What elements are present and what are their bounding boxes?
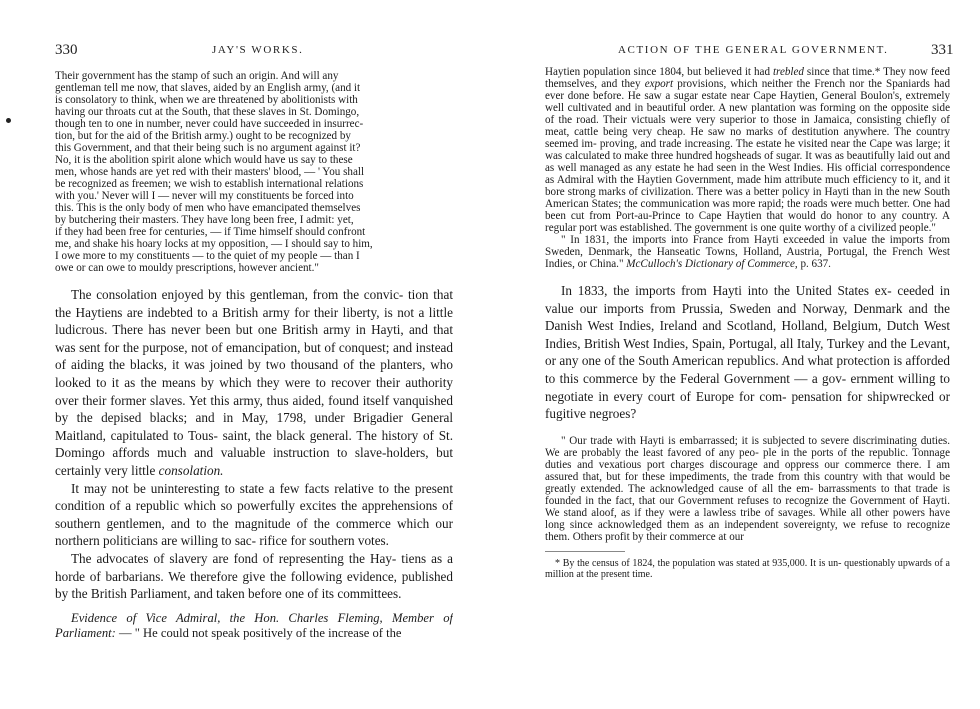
footnote-rule: [545, 551, 625, 552]
quote-line: be recognized as freemen; we wish to establish international relations: [55, 178, 364, 190]
spacer: [55, 603, 453, 611]
italic-word: export: [644, 78, 674, 90]
spacer: [55, 274, 453, 286]
evidence-quote: [545, 66, 950, 234]
body-paragraph: [55, 286, 453, 480]
right-page-number: 331: [931, 42, 954, 58]
right-page-text: [545, 66, 950, 668]
quote-text: p. 637.: [797, 258, 831, 270]
quote-line: having our throats cut at the South, that these slaves in St. Domingo,: [55, 106, 360, 118]
citation: McCulloch's Dictionary of Commerce,: [626, 258, 798, 270]
spacer: [545, 543, 950, 551]
spacer: [545, 270, 950, 282]
quote-line: this Government, and that their being such is no argument against it?: [55, 142, 361, 154]
right-page: [490, 0, 980, 709]
quote-text: " In 1831, the imports into France from Hayti exceeded in value the imports from Sweden, Denmark, the Hanseatic Towns, Holland, Austria, Portugal, the French West Indies, or China.": [545, 234, 950, 270]
quote-line: with you.' Never will I — never will my constituents be forced into: [55, 190, 354, 202]
italic-word: trebled: [772, 66, 804, 78]
left-page-number: 330: [55, 42, 78, 58]
quote-line: by butchering their masters. They have long been free, I admit: yet,: [55, 214, 354, 226]
quote-line: tion, but for the aid of the British army.) ought to be recognized by: [55, 130, 351, 142]
quote-line: me, and shake his hoary locks at my opposition, — I should say to him,: [55, 238, 373, 250]
quote-text: provisions, which neither the French nor the Spaniards had ever done before. He saw a sugar estate near Cape Haytien, General Boulon's, extremely well cultivated and in beautiful order. A new plantation was forming on the opposite side of the road. Their victuals were very superior to those in Jamaica, consisting chiefly of meat, cattle being very cheap. He saw no marks of destitution anywhere. The country seemed im- proving, and trade increasing. The estate he visited near the Cape was large; it was calculated to make three hundred hogsheads of sugar. It was as beautifully laid out and as well managed as any estate he had seen in the West Indies. His official correspondence as Admiral with the Haytien Government, made him attribute much efficiency to it, and it bore strong marks of civilization. There was a better policy in Hayti than in the new South American States; the communication was more rapid; the roads were much better. One had been cut from Port-au-Prince to Cape Haytien that would do honor to any country. A regular port was established. The government is one quite worthy of a civilized people.": [545, 78, 950, 234]
body-paragraph: In 1833, the imports from Hayti into the United States ex- ceeded in value our imports from Prussia, Sweden and Norway, Denmark and the Danish West Indies, Ireland and Scotland, Holland, Belgium, Dutch West Indies, British West Indies, Spain, Portugal, all Italy, Turkey and the Levant, or any one of the South American republics. And what protection is afforded to this commerce by the Federal Government — a gov- ernment willing to negotiate in every court of Europe for com- pensation for shipwrecked or fugitive negroes?: [545, 283, 950, 422]
quote-line: Their government has the stamp of such an origin. And will any: [55, 70, 339, 82]
footnote: * By the census of 1824, the population was stated at 935,000. It is un- questionably upwards of a million at the present time.: [545, 557, 950, 581]
spacer: [545, 423, 950, 435]
quote-line: gentleman tell me now, that slaves, aided by an English army, (and it: [55, 82, 361, 94]
quote-line: is consolatory to think, when we are threatened by abolitionists with: [55, 94, 358, 106]
quote-line: owe or can owe to mouldy prescriptions, however ancient.": [55, 262, 319, 274]
quote-line: if they had been free for centuries, — if Time himself should confront: [55, 226, 366, 238]
evidence-attribution: Evidence of Vice Admiral, the Hon. Charles Fleming, Member of Parliament:: [55, 610, 453, 640]
trade-quote: " Our trade with Hayti is embarrassed; it is subjected to severe discriminating duties. We are probably the least favored of any peo- ple in the ports of the republic. Tonnage duties and vexatious port charges discourage and oppress our commerce there. I am assured that, but for these impediments, the trade from this country with that would be greatly extended. The acknowledged cause of all the em- barrassments to that trade is founded in the fact, that our Government refuses to recognize the Government of Hayti. We stand aloof, as if they were a lawless tribe of savages. While all other powers have long since acknowledged them as an independent sovereignty, we refuse to recognize them. Others profit by their commerce at our: [545, 434, 950, 543]
quote-line: No, it is the abolition spirit alone which would have us say to these: [55, 154, 353, 166]
quote-line: I owe more to my constituents — to the quiet of my people — than I: [55, 250, 360, 262]
evidence-text: — " He could not speak positively of the increase of the: [115, 625, 402, 640]
left-page-text: [55, 70, 453, 668]
body-paragraph: The advocates of slavery are fond of representing the Hay- tiens as a horde of barbarians. We therefore give the following evidence, published by the British Parliament, and taken before one of its committees.: [55, 550, 453, 602]
quote-text: since that time.* They now feed themselves, and they: [545, 66, 950, 90]
quote-text: Haytien population since 1804, but believed it had: [545, 66, 773, 78]
commerce-quote: [545, 234, 950, 270]
left-running-head: JAY'S WORKS.: [212, 44, 304, 56]
quote-line: men, whose hands are yet red with their masters' blood, — ' You shall: [55, 166, 365, 178]
quote-line: though ten to one in number, never could have succeeded in insurrec-: [55, 118, 364, 130]
paragraph-text: The consolation enjoyed by this gentleman, from the convic- tion that the Haytiens are indebted to a British army for their liberty, is not a little ludicrous. There has never been but one British army in Hayti, and that was sent for the purpose, not of emancipation, but of conquest; and instead of aiding the blacks, it was joined by two thousand of the planters, who looked to it as the means by which they were to recover their authority over their former slaves. Yet this army, thus aided, found itself vanquished by the depised blacks; and in May, 1798, under Brigadier General Maitland, capitulated to Tous- saint, the black general. The history of St. Domingo affords much and valuable instruction to slave-holders, but certainly very little: [55, 287, 453, 478]
evidence-intro: [55, 611, 453, 641]
body-paragraph: It may not be uninteresting to state a few facts relative to the present condition of a republic which so powerfully excites the apprehensions of southern gentlemen, and to the magnitude of the commerce which our northern politicians are willing to sac- rifice for southern votes.: [55, 480, 453, 549]
right-running-head: ACTION OF THE GENERAL GOVERNMENT.: [618, 44, 889, 56]
speech-quote: [55, 70, 453, 274]
quote-line: this. This is the only body of men who have emancipated themselves: [55, 202, 361, 214]
italic-word: consolation.: [158, 462, 224, 478]
